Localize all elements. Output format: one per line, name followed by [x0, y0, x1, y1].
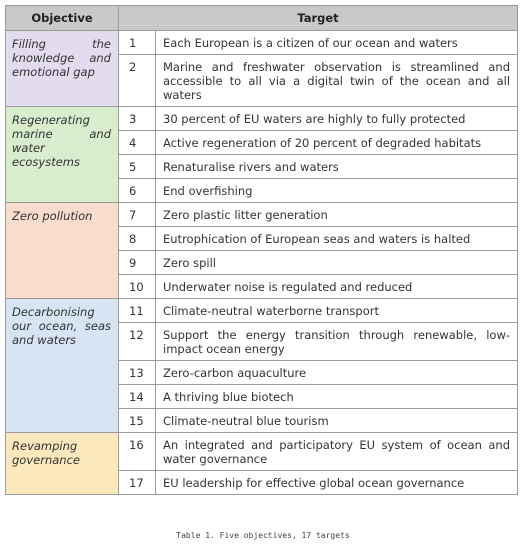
target-text: An integrated and participatory EU system of ocean and water governance: [156, 433, 518, 471]
table-caption: Table 1. Five objectives, 17 targets: [176, 531, 350, 540]
target-number: 4: [119, 131, 156, 155]
target-text: A thriving blue biotech: [156, 385, 518, 409]
target-text: Active regeneration of 20 percent of degraded habitats: [156, 131, 518, 155]
target-number: 3: [119, 107, 156, 131]
objective-cell: Regenerating marine and water ecosystems: [6, 107, 119, 203]
target-number: 17: [119, 471, 156, 495]
objective-cell: Revamping governance: [6, 433, 119, 495]
target-number: 11: [119, 299, 156, 323]
target-text: Each European is a citizen of our ocean and waters: [156, 31, 518, 55]
objective-cell: Filling the knowledge and emotional gap: [6, 31, 119, 107]
table-row: [6, 31, 518, 55]
target-text: Support the energy transition through renewable, low-impact ocean energy: [156, 323, 518, 361]
table-row: [6, 433, 518, 471]
target-text: End overfishing: [156, 179, 518, 203]
target-number: 7: [119, 203, 156, 227]
target-text: Climate-neutral blue tourism: [156, 409, 518, 433]
target-text: Zero plastic litter generation: [156, 203, 518, 227]
target-number: 6: [119, 179, 156, 203]
target-number: 10: [119, 275, 156, 299]
target-number: 2: [119, 55, 156, 107]
target-number: 14: [119, 385, 156, 409]
objective-cell: Zero pollution: [6, 203, 119, 299]
target-text: Renaturalise rivers and waters: [156, 155, 518, 179]
target-number: 1: [119, 31, 156, 55]
target-number: 5: [119, 155, 156, 179]
target-number: 15: [119, 409, 156, 433]
target-text: Zero spill: [156, 251, 518, 275]
target-number: 12: [119, 323, 156, 361]
objective-cell: Decarbonising our ocean, seas and waters: [6, 299, 119, 433]
target-text: Climate-neutral waterborne transport: [156, 299, 518, 323]
target-text: Eutrophication of European seas and waters is halted: [156, 227, 518, 251]
target-text: Zero-carbon aquaculture: [156, 361, 518, 385]
target-text: 30 percent of EU waters are highly to fully protected: [156, 107, 518, 131]
target-text: Marine and freshwater observation is streamlined and accessible to all via a digital twin of the ocean and all waters: [156, 55, 518, 107]
table-row: [6, 299, 518, 323]
table-row: [6, 203, 518, 227]
target-header: Target: [119, 6, 518, 31]
target-number: 13: [119, 361, 156, 385]
target-number: 9: [119, 251, 156, 275]
target-number: 16: [119, 433, 156, 471]
objectives-table: [5, 5, 518, 495]
objective-header: Objective: [6, 6, 119, 31]
target-text: EU leadership for effective global ocean governance: [156, 471, 518, 495]
target-number: 8: [119, 227, 156, 251]
table-row: [6, 107, 518, 131]
header-row: [6, 6, 518, 31]
target-text: Underwater noise is regulated and reduced: [156, 275, 518, 299]
